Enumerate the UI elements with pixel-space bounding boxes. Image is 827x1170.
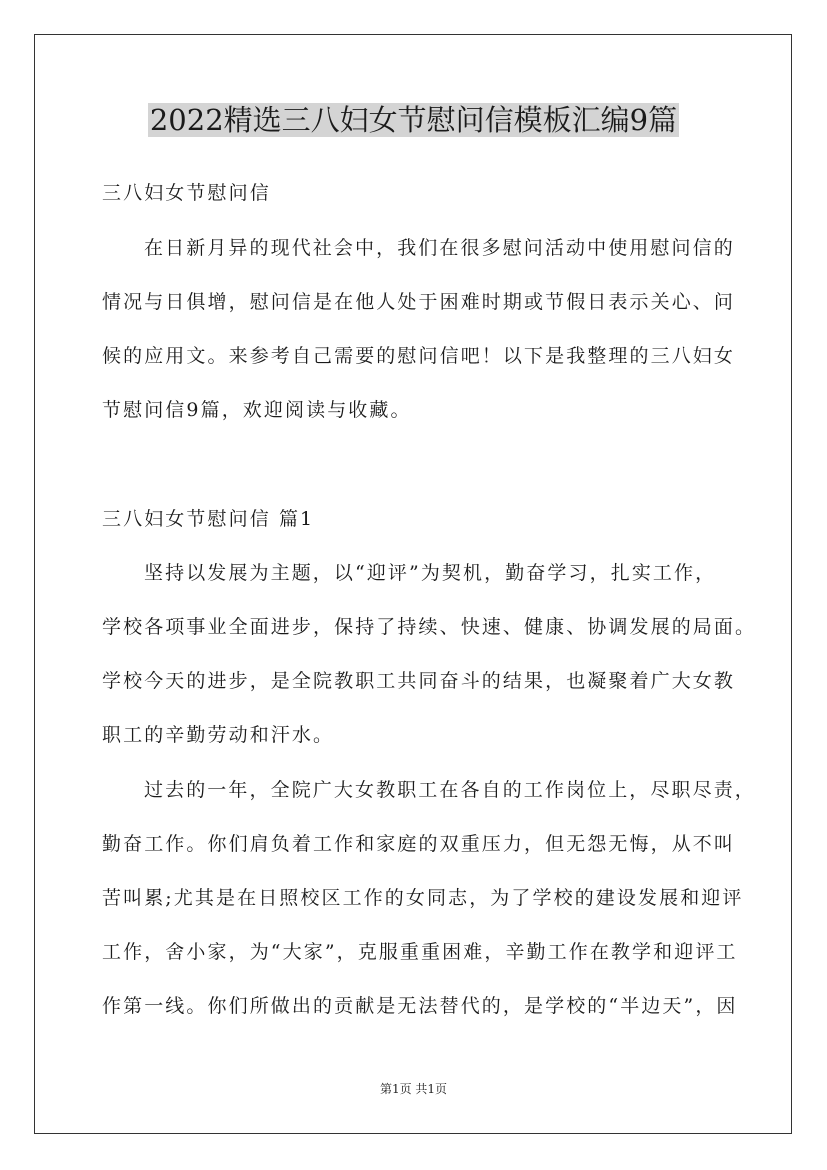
section1-para1-line-2: 学校各项事业全面进步，保持了持续、快速、健康、协调发展的局面。 [102,616,757,638]
document-title-text: 2022精选三八妇女节慰问信模板汇编9篇 [149,103,678,137]
heading-intro: 三八妇女节慰问信 [102,182,271,204]
section1-para2-line-3: 苦叫累;尤其是在日照校区工作的女同志，为了学校的建设发展和迎评 [102,887,744,909]
section1-para1-line-4: 职工的辛勤劳动和汗水。 [102,724,335,746]
document-title [0,98,827,142]
page-number-footer: 第1页 共1页 [379,1082,448,1096]
section1-para1-line-3: 学校今天的进步，是全院教职工共同奋斗的结果，也凝聚着广大女教 [102,670,736,692]
intro-line-1: 在日新月异的现代社会中，我们在很多慰问活动中使用慰问信的 [144,237,735,259]
section1-para2-line-2: 勤奋工作。你们肩负着工作和家庭的双重压力，但无怨无悔，从不叫 [102,833,736,855]
section1-para1-line-1: 坚持以发展为主题，以“迎评”为契机，勤奋学习，扎实工作， [144,562,717,584]
intro-line-2: 情况与日俱增，慰问信是在他人处于困难时期或节假日表示关心、问 [102,291,736,313]
section1-para2-line-4: 工作，舍小家，为“大家”，克服重重困难，辛勤工作在教学和迎评工 [102,941,738,963]
intro-line-4: 节慰问信9篇，欢迎阅读与收藏。 [102,399,412,421]
intro-line-3: 候的应用文。来参考自己需要的慰问信吧！以下是我整理的三八妇女 [102,345,736,367]
heading-section-1: 三八妇女节慰问信 篇1 [102,508,315,530]
section1-para2-line-1: 过去的一年，全院广大女教职工在各自的工作岗位上，尽职尽责， [144,779,756,801]
section1-para2-line-5: 作第一线。你们所做出的贡献是无法替代的，是学校的“半边天”，因 [102,995,738,1017]
